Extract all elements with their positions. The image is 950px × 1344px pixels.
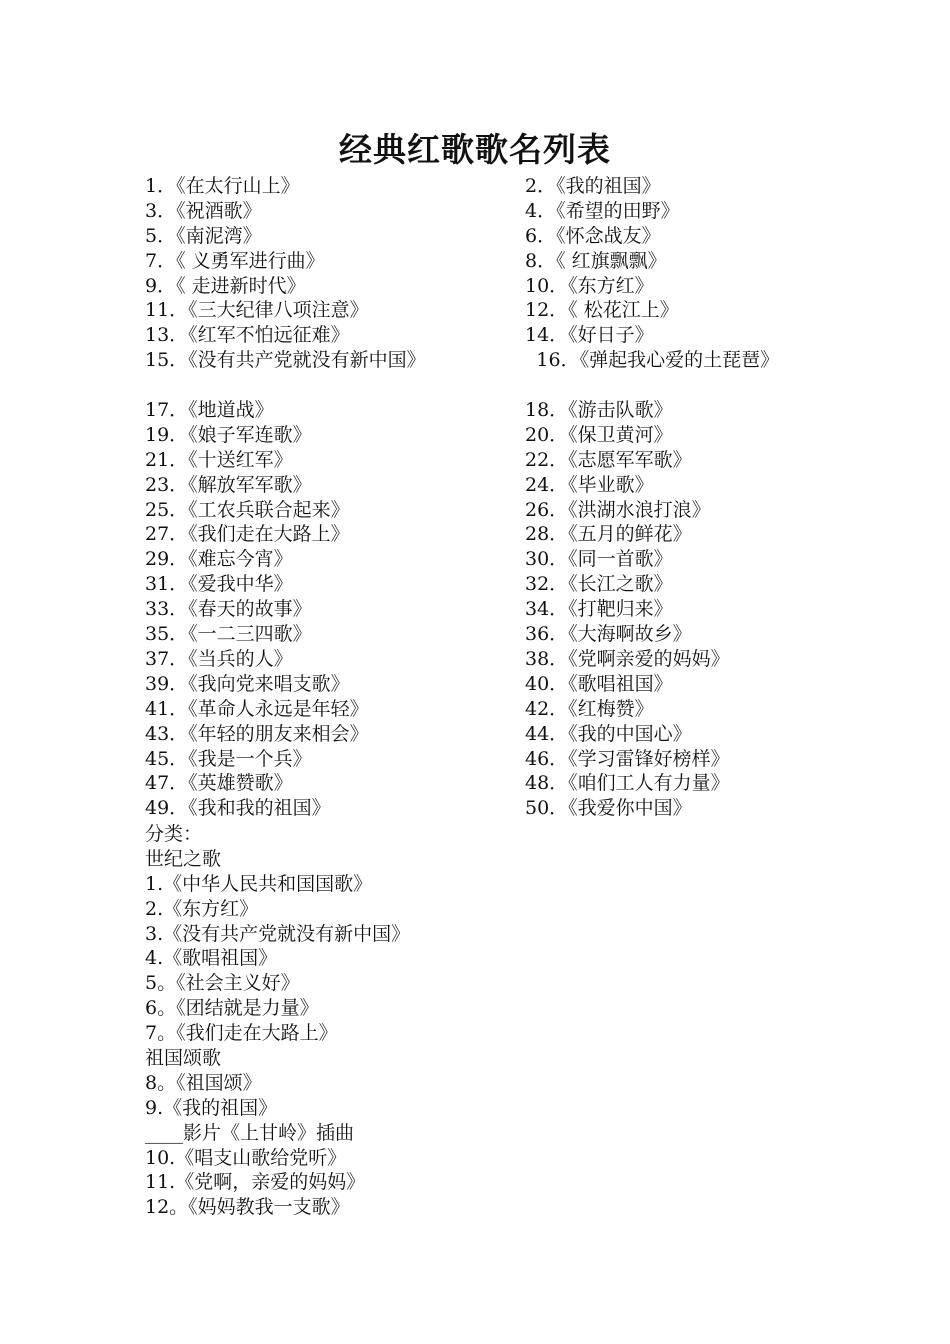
section-note: ____影片《上甘岭》插曲	[145, 1121, 355, 1144]
song-item: 12．《 松花江上》	[525, 299, 679, 322]
song-item: 43．《年轻的朋友来相会》	[145, 722, 369, 745]
section-item: 4.《歌唱祖国》	[145, 947, 278, 970]
song-item: 33．《春天的故事》	[145, 598, 312, 621]
section-heading: 祖国颂歌	[145, 1047, 222, 1070]
song-item: 13．《红军不怕远征难》	[145, 324, 350, 347]
section-item: 7。《我们走在大路上》	[145, 1022, 338, 1045]
section-item: 11.《党啊，亲爱的妈妈》	[145, 1171, 366, 1194]
song-item: 7．《 义勇军进行曲》	[145, 249, 325, 272]
category-section	[145, 822, 745, 1220]
section-item: 1.《中华人民共和国国歌》	[145, 872, 373, 895]
song-row	[145, 498, 845, 523]
song-item: 14．《好日子》	[525, 324, 654, 347]
section-item: 2.《东方红》	[145, 897, 259, 920]
song-item: 2．《我的祖国》	[525, 175, 661, 197]
song-row	[145, 622, 845, 647]
song-row	[145, 547, 845, 572]
song-row	[145, 398, 845, 423]
song-item: 35．《一二三四歌》	[145, 623, 312, 646]
song-row	[145, 747, 845, 772]
song-item: 44．《我的中国心》	[525, 722, 692, 745]
section-item: 9.《我的祖国》	[145, 1096, 278, 1119]
section-item: 12。《妈妈教我一支歌》	[145, 1196, 350, 1219]
song-item: 37．《当兵的人》	[145, 647, 293, 670]
song-item: 16．《弹起我心爱的土琵琶》	[536, 349, 780, 372]
song-item: 38．《党啊亲爱的妈妈》	[525, 647, 730, 670]
song-row	[145, 771, 845, 796]
song-item: 27．《我们走在大路上》	[145, 523, 350, 546]
song-item: 31．《爱我中华》	[145, 573, 293, 596]
song-item: 10．《东方红》	[525, 274, 654, 297]
song-row	[145, 597, 845, 622]
song-list	[145, 174, 845, 821]
song-item: 6．《怀念战友》	[525, 224, 661, 247]
section-item: 8。《祖国颂》	[145, 1071, 262, 1094]
song-item: 21．《十送红军》	[145, 448, 293, 471]
song-item: 41．《革命人永远是年轻》	[145, 697, 369, 720]
song-item: 29．《难忘今宵》	[145, 548, 293, 571]
categories-label: 分类：	[145, 823, 203, 845]
song-row	[145, 448, 845, 473]
song-row	[145, 697, 845, 722]
song-item: 47．《英雄赞歌》	[145, 772, 293, 795]
song-row	[145, 274, 845, 299]
song-item: 48．《咱们工人有力量》	[525, 772, 730, 795]
song-row	[145, 722, 845, 747]
song-row	[145, 796, 845, 821]
page-title: 经典红歌歌名列表	[339, 130, 611, 169]
song-item: 5．《南泥湾》	[145, 224, 262, 247]
song-row	[145, 672, 845, 697]
section-item: 5。《社会主义好》	[145, 972, 300, 995]
song-row	[145, 249, 845, 274]
song-item: 22．《志愿军军歌》	[525, 448, 692, 471]
song-item: 19．《娘子军连歌》	[145, 423, 312, 446]
song-item: 49．《我和我的祖国》	[145, 797, 331, 820]
song-row	[145, 473, 845, 498]
section-item: 10.《唱支山歌给党听》	[145, 1146, 347, 1169]
song-row	[145, 572, 845, 597]
song-item: 25．《工农兵联合起来》	[145, 498, 350, 521]
song-item: 9．《 走进新时代》	[145, 274, 306, 297]
section-item: 6。《团结就是力量》	[145, 997, 319, 1020]
song-row	[145, 224, 845, 249]
song-item: 45．《我是一个兵》	[145, 747, 312, 770]
song-row	[145, 647, 845, 672]
song-item: 26．《洪湖水浪打浪》	[525, 498, 711, 521]
song-row	[145, 199, 845, 224]
song-item: 46．《学习雷锋好榜样》	[525, 747, 730, 770]
song-item: 40．《歌唱祖国》	[525, 672, 673, 695]
song-item: 18．《游击队歌》	[525, 399, 673, 422]
song-item: 1．《在太行山上》	[145, 175, 300, 197]
song-item: 39．《我向党来唱支歌》	[145, 672, 350, 695]
song-row	[145, 298, 845, 323]
song-item: 3．《祝酒歌》	[145, 199, 262, 222]
song-item: 36．《大海啊故乡》	[525, 623, 692, 646]
song-item: 11．《三大纪律八项注意》	[145, 299, 369, 322]
song-row	[145, 522, 845, 547]
song-item: 42．《红梅赞》	[525, 697, 654, 720]
song-row	[145, 423, 845, 448]
song-item: 28．《五月的鲜花》	[525, 523, 692, 546]
song-item: 23．《解放军军歌》	[145, 473, 312, 496]
song-item: 30．《同一首歌》	[525, 548, 673, 571]
song-row	[145, 174, 845, 199]
section-item: 3.《没有共产党就没有新中国》	[145, 922, 411, 945]
song-row	[145, 323, 845, 348]
song-item: 50．《我爱你中国》	[525, 797, 692, 820]
song-item: 34．《打靶归来》	[525, 598, 673, 621]
song-item: 32．《长江之歌》	[525, 573, 673, 596]
song-item: 4．《希望的田野》	[525, 199, 680, 222]
song-item: 20．《保卫黄河》	[525, 423, 673, 446]
section-heading: 世纪之歌	[145, 847, 222, 870]
song-row	[145, 348, 845, 398]
song-item: 17．《地道战》	[145, 399, 274, 422]
song-item: 15．《没有共产党就没有新中国》	[145, 349, 426, 372]
song-item: 24．《毕业歌》	[525, 473, 654, 496]
song-item: 8．《 红旗飘飘》	[525, 249, 667, 272]
